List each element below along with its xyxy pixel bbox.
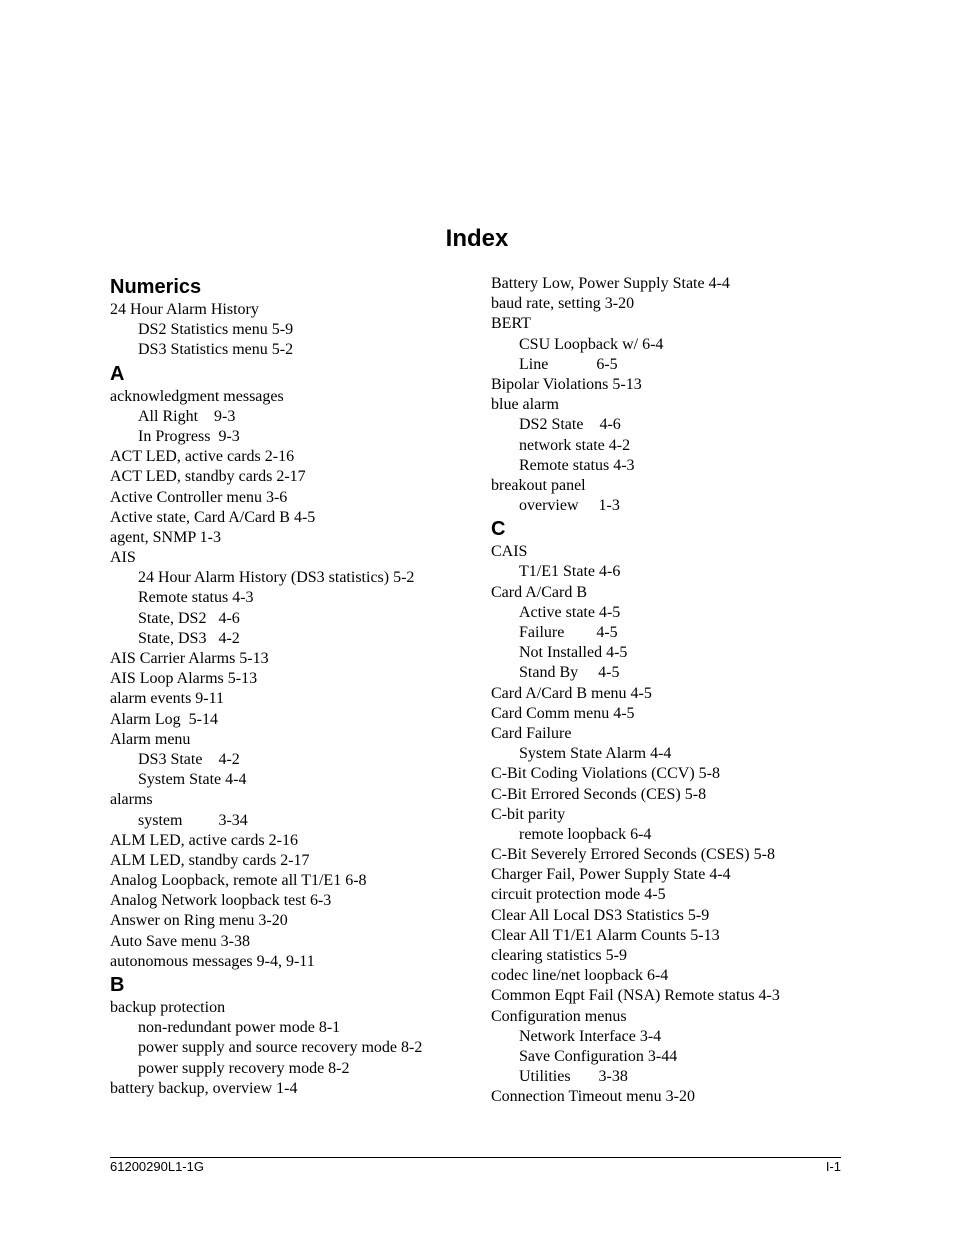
index-entry: agent, SNMP 1-3 bbox=[110, 528, 221, 546]
index-subentry: 24 Hour Alarm History (DS3 statistics) 5-2 bbox=[138, 569, 415, 587]
index-entry: ALM LED, active cards 2-16 bbox=[110, 831, 298, 849]
index-entry: C-Bit Errored Seconds (CES) 5-8 bbox=[491, 785, 707, 803]
index-entry: C-bit parity bbox=[491, 805, 566, 823]
index-entry: ACT LED, standby cards 2-17 bbox=[110, 468, 306, 486]
index-subentry: DS2 Statistics menu 5-9 bbox=[138, 321, 294, 339]
index-entry: clearing statistics 5-9 bbox=[491, 947, 627, 964]
index-entry: backup protection bbox=[110, 999, 226, 1016]
index-entry: Auto Save menu 3-38 bbox=[110, 932, 250, 950]
index-section-heading: Numerics bbox=[110, 276, 202, 298]
index-subentry: System State 4-4 bbox=[138, 771, 247, 789]
index-entry: 24 Hour Alarm History bbox=[110, 301, 259, 318]
index-entry: Configuration menus bbox=[491, 1007, 627, 1025]
index-column-left bbox=[110, 274, 480, 1099]
index-entry: autonomous messages 9-4, 9-11 bbox=[110, 952, 315, 970]
index-subentry: Not Installed 4-5 bbox=[519, 644, 628, 662]
index-subentry: Remote status 4-3 bbox=[519, 456, 635, 474]
index-subentry: In Progress 9-3 bbox=[138, 427, 240, 445]
index-entry: Clear All T1/E1 Alarm Counts 5-13 bbox=[491, 926, 720, 944]
index-entry: C-Bit Coding Violations (CCV) 5-8 bbox=[491, 765, 720, 783]
index-subentry: Line 6-5 bbox=[519, 355, 618, 373]
index-entry: C-Bit Severely Errored Seconds (CSES) 5-8 bbox=[491, 846, 775, 864]
index-subentry: DS3 State 4-2 bbox=[138, 750, 240, 768]
index-section-heading: A bbox=[110, 362, 125, 385]
index-entry: breakout panel bbox=[491, 476, 586, 494]
index-entry: Charger Fail, Power Supply State 4-4 bbox=[491, 866, 731, 884]
index-entry: battery backup, overview 1-4 bbox=[110, 1079, 298, 1097]
index-entry: Active Controller menu 3-6 bbox=[110, 488, 288, 506]
index-entry: acknowledgment messages bbox=[110, 387, 284, 405]
index-entry: Bipolar Violations 5-13 bbox=[491, 375, 642, 393]
index-entry: baud rate, setting 3-20 bbox=[491, 295, 635, 313]
index-entry: Card A/Card B bbox=[491, 583, 587, 601]
index-subentry: Stand By 4-5 bbox=[519, 664, 620, 682]
index-subentry: State, DS3 4-2 bbox=[138, 629, 240, 647]
index-subentry: Active state 4-5 bbox=[519, 603, 621, 621]
index-entry: AIS Loop Alarms 5-13 bbox=[110, 670, 258, 688]
index-entry: BERT bbox=[491, 315, 531, 333]
index-entry: Card Comm menu 4-5 bbox=[491, 704, 635, 722]
index-subentry: system 3-34 bbox=[138, 811, 248, 829]
index-subentry: System State Alarm 4-4 bbox=[519, 745, 672, 763]
index-entry: Common Eqpt Fail (NSA) Remote status 4-3 bbox=[491, 987, 780, 1005]
index-entry: blue alarm bbox=[491, 396, 559, 414]
page-title: Index bbox=[445, 225, 509, 252]
index-subentry: power supply and source recovery mode 8-2 bbox=[138, 1039, 423, 1057]
index-entry: Alarm Log 5-14 bbox=[110, 710, 218, 728]
index-entry: AIS bbox=[110, 549, 136, 567]
index-subentry: DS2 State 4-6 bbox=[519, 416, 621, 434]
index-subentry: CSU Loopback w/ 6-4 bbox=[519, 335, 664, 353]
index-subentry: Save Configuration 3-44 bbox=[519, 1047, 678, 1065]
index-subentry: non-redundant power mode 8-1 bbox=[138, 1019, 341, 1037]
index-subentry: power supply recovery mode 8-2 bbox=[138, 1059, 350, 1077]
index-subentry: State, DS2 4-6 bbox=[138, 609, 240, 627]
index-column-right bbox=[491, 274, 861, 1108]
index-entry: CAIS bbox=[491, 543, 528, 561]
index-subentry: overview 1-3 bbox=[519, 497, 620, 515]
index-subentry: Remote status 4-3 bbox=[138, 589, 254, 607]
index-subentry: Failure 4-5 bbox=[519, 624, 618, 641]
index-entry: Analog Loopback, remote all T1/E1 6-8 bbox=[110, 872, 367, 890]
index-section-heading: C bbox=[491, 518, 506, 541]
index-subentry: All Right 9-3 bbox=[138, 407, 236, 425]
index-entry: Analog Network loopback test 6-3 bbox=[110, 892, 332, 910]
index-subentry: Network Interface 3-4 bbox=[519, 1027, 662, 1045]
index-entry: ALM LED, standby cards 2-17 bbox=[110, 851, 310, 869]
index-entry: Battery Low, Power Supply State 4-4 bbox=[491, 275, 730, 292]
footer-page-number: I-1 bbox=[825, 1159, 841, 1174]
index-entry: Answer on Ring menu 3-20 bbox=[110, 912, 288, 930]
index-entry: Alarm menu bbox=[110, 730, 191, 748]
index-entry: Active state, Card A/Card B 4-5 bbox=[110, 508, 316, 526]
footer-divider bbox=[110, 1157, 841, 1158]
index-subentry: T1/E1 State 4-6 bbox=[519, 563, 621, 581]
index-entry: ACT LED, active cards 2-16 bbox=[110, 448, 295, 466]
footer-doc-number: 61200290L1-1G bbox=[110, 1159, 204, 1174]
index-entry: circuit protection mode 4-5 bbox=[491, 886, 666, 904]
index-entry: Clear All Local DS3 Statistics 5-9 bbox=[491, 906, 710, 924]
index-entry: Card Failure bbox=[491, 724, 572, 742]
index-entry: Card A/Card B menu 4-5 bbox=[491, 684, 652, 702]
index-section-heading: B bbox=[110, 974, 125, 996]
index-entry: Connection Timeout menu 3-20 bbox=[491, 1088, 695, 1106]
index-entry: AIS Carrier Alarms 5-13 bbox=[110, 650, 269, 667]
index-subentry: DS3 Statistics menu 5-2 bbox=[138, 341, 294, 359]
index-entry: codec line/net loopback 6-4 bbox=[491, 967, 669, 985]
index-subentry: network state 4-2 bbox=[519, 436, 631, 454]
index-entry: alarm events 9-11 bbox=[110, 690, 225, 708]
index-entry: alarms bbox=[110, 791, 153, 809]
index-subentry: Utilities 3-38 bbox=[519, 1068, 628, 1086]
index-subentry: remote loopback 6-4 bbox=[519, 825, 652, 843]
